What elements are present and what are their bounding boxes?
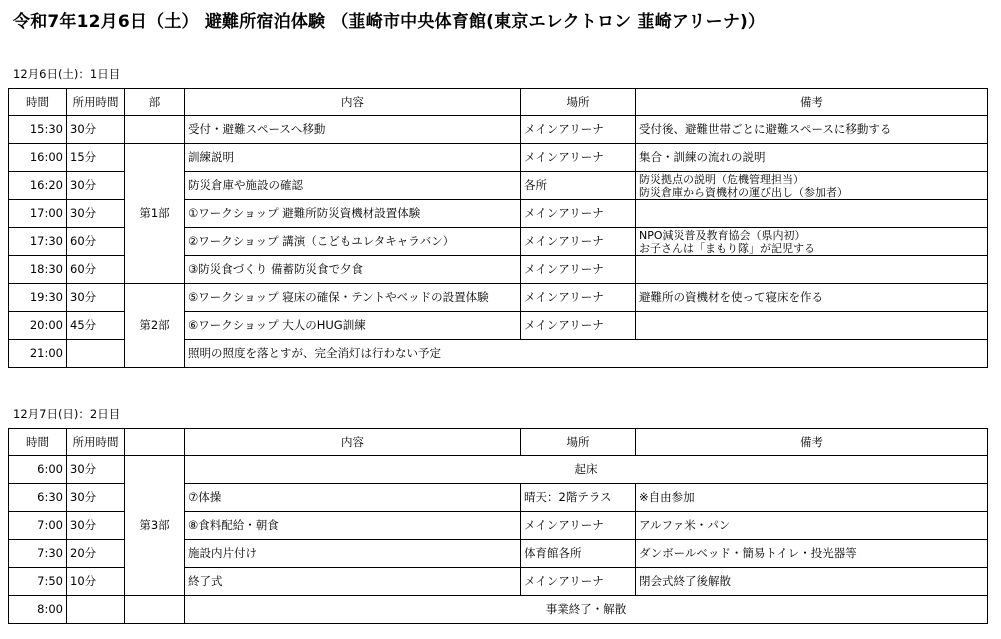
duration-cell: 30分	[67, 484, 125, 512]
content-cell: ⑤ワークショップ 寝床の確保・テントやベッドの設置体験	[185, 284, 521, 312]
duration-cell: 45分	[67, 312, 125, 340]
table-row	[9, 284, 988, 312]
day1-label: 12月6日(土)：1日目	[13, 67, 121, 81]
duration-cell	[67, 340, 125, 368]
header-place: 場所	[521, 429, 636, 456]
duration-cell: 30分	[67, 512, 125, 540]
place-cell: 各所	[521, 172, 636, 200]
time-cell: 16:20	[9, 172, 67, 200]
table-row	[9, 596, 988, 624]
duration-cell: 30分	[67, 200, 125, 228]
content-cell: 施設内片付け	[185, 540, 521, 568]
notes-cell: 避難所の資機材を使って寝床を作る	[636, 284, 988, 312]
time-cell: 17:00	[9, 200, 67, 228]
table-row	[9, 116, 988, 144]
table-row	[9, 456, 988, 484]
part-cell	[125, 596, 185, 624]
time-cell: 17:30	[9, 228, 67, 256]
header-time: 時間	[9, 89, 67, 116]
table-row	[9, 144, 988, 172]
duration-cell: 30分	[67, 172, 125, 200]
duration-cell: 30分	[67, 456, 125, 484]
part-cell: 第2部	[125, 284, 185, 368]
day1-schedule-table	[8, 88, 988, 368]
place-cell: メインアリーナ	[521, 256, 636, 284]
place-cell: メインアリーナ	[521, 284, 636, 312]
place-cell: メインアリーナ	[521, 200, 636, 228]
day2-label: 12月7日(日)：2日目	[13, 407, 121, 421]
place-cell: メインアリーナ	[521, 512, 636, 540]
place-cell: メインアリーナ	[521, 568, 636, 596]
content-cell: ③防災食づくり 備蓄防災食で夕食	[185, 256, 521, 284]
duration-cell: 30分	[67, 284, 125, 312]
header-place: 場所	[521, 89, 636, 116]
time-cell: 6:30	[9, 484, 67, 512]
notes-cell: 集合・訓練の流れの説明	[636, 144, 988, 172]
place-cell: メインアリーナ	[521, 228, 636, 256]
table-header-row	[9, 429, 988, 456]
content-cell: ②ワークショップ 講演（こどもユレタキャラバン）	[185, 228, 521, 256]
header-time: 時間	[9, 429, 67, 456]
duration-cell: 15分	[67, 144, 125, 172]
time-cell: 19:30	[9, 284, 67, 312]
time-cell: 16:00	[9, 144, 67, 172]
header-duration: 所用時間	[67, 89, 125, 116]
time-cell: 6:00	[9, 456, 67, 484]
notes-line: 防災倉庫から資機材の運び出し（参加者）	[639, 185, 848, 199]
notes-cell	[636, 312, 988, 340]
time-cell: 18:30	[9, 256, 67, 284]
notes-line: NPO減災普及教育協会（県内初）	[639, 228, 806, 242]
place-cell: 体育館各所	[521, 540, 636, 568]
header-part	[125, 429, 185, 456]
duration-cell: 10分	[67, 568, 125, 596]
place-cell: メインアリーナ	[521, 312, 636, 340]
header-content: 内容	[185, 429, 521, 456]
notes-cell	[636, 172, 988, 200]
page-title: 令和7年12月6日（土） 避難所宿泊体験 （韮崎市中央体育館(東京エレクトロン 韮崎アリーナ)）	[13, 12, 766, 32]
notes-cell: ※自由参加	[636, 484, 988, 512]
duration-cell	[67, 596, 125, 624]
content-cell: ⑦体操	[185, 484, 521, 512]
time-cell: 20:00	[9, 312, 67, 340]
header-notes: 備考	[636, 429, 988, 456]
time-cell: 15:30	[9, 116, 67, 144]
content-cell: ①ワークショップ 避難所防災資機材設置体験	[185, 200, 521, 228]
place-cell: メインアリーナ	[521, 116, 636, 144]
place-cell: メインアリーナ	[521, 144, 636, 172]
part-cell: 第1部	[125, 144, 185, 284]
content-cell: ⑧食料配給・朝食	[185, 512, 521, 540]
content-cell: 照明の照度を落とすが、完全消灯は行わない予定	[185, 340, 988, 368]
duration-cell: 20分	[67, 540, 125, 568]
notes-cell: 受付後、避難世帯ごとに避難スペースに移動する	[636, 116, 988, 144]
time-cell: 7:00	[9, 512, 67, 540]
content-cell: ⑥ワークショップ 大人のHUG訓練	[185, 312, 521, 340]
time-cell: 7:50	[9, 568, 67, 596]
notes-line: 防災拠点の説明（危機管理担当）	[639, 172, 804, 186]
header-part: 部	[125, 89, 185, 116]
header-duration: 所用時間	[67, 429, 125, 456]
notes-cell	[636, 256, 988, 284]
duration-cell: 60分	[67, 256, 125, 284]
duration-cell: 30分	[67, 116, 125, 144]
content-cell: 防災倉庫や施設の確認	[185, 172, 521, 200]
time-cell: 8:00	[9, 596, 67, 624]
content-cell: 受付・避難スペースへ移動	[185, 116, 521, 144]
notes-line: お子さんは「まもり隊」が記児する	[639, 241, 815, 255]
content-cell: 訓練説明	[185, 144, 521, 172]
part-cell	[125, 116, 185, 144]
content-cell: 終了式	[185, 568, 521, 596]
header-notes: 備考	[636, 89, 988, 116]
notes-cell	[636, 228, 988, 256]
content-cell: 起床	[185, 456, 988, 484]
place-cell: 晴天：2階テラス	[521, 484, 636, 512]
duration-cell: 60分	[67, 228, 125, 256]
part-cell: 第3部	[125, 456, 185, 596]
notes-cell	[636, 200, 988, 228]
table-header-row	[9, 89, 988, 116]
day2-schedule-table	[8, 428, 988, 624]
notes-cell: アルファ米・パン	[636, 512, 988, 540]
content-cell: 事業終了・解散	[185, 596, 988, 624]
header-content: 内容	[185, 89, 521, 116]
time-cell: 21:00	[9, 340, 67, 368]
notes-cell: ダンボールベッド・簡易トイレ・投光器等	[636, 540, 988, 568]
time-cell: 7:30	[9, 540, 67, 568]
notes-cell: 閉会式終了後解散	[636, 568, 988, 596]
